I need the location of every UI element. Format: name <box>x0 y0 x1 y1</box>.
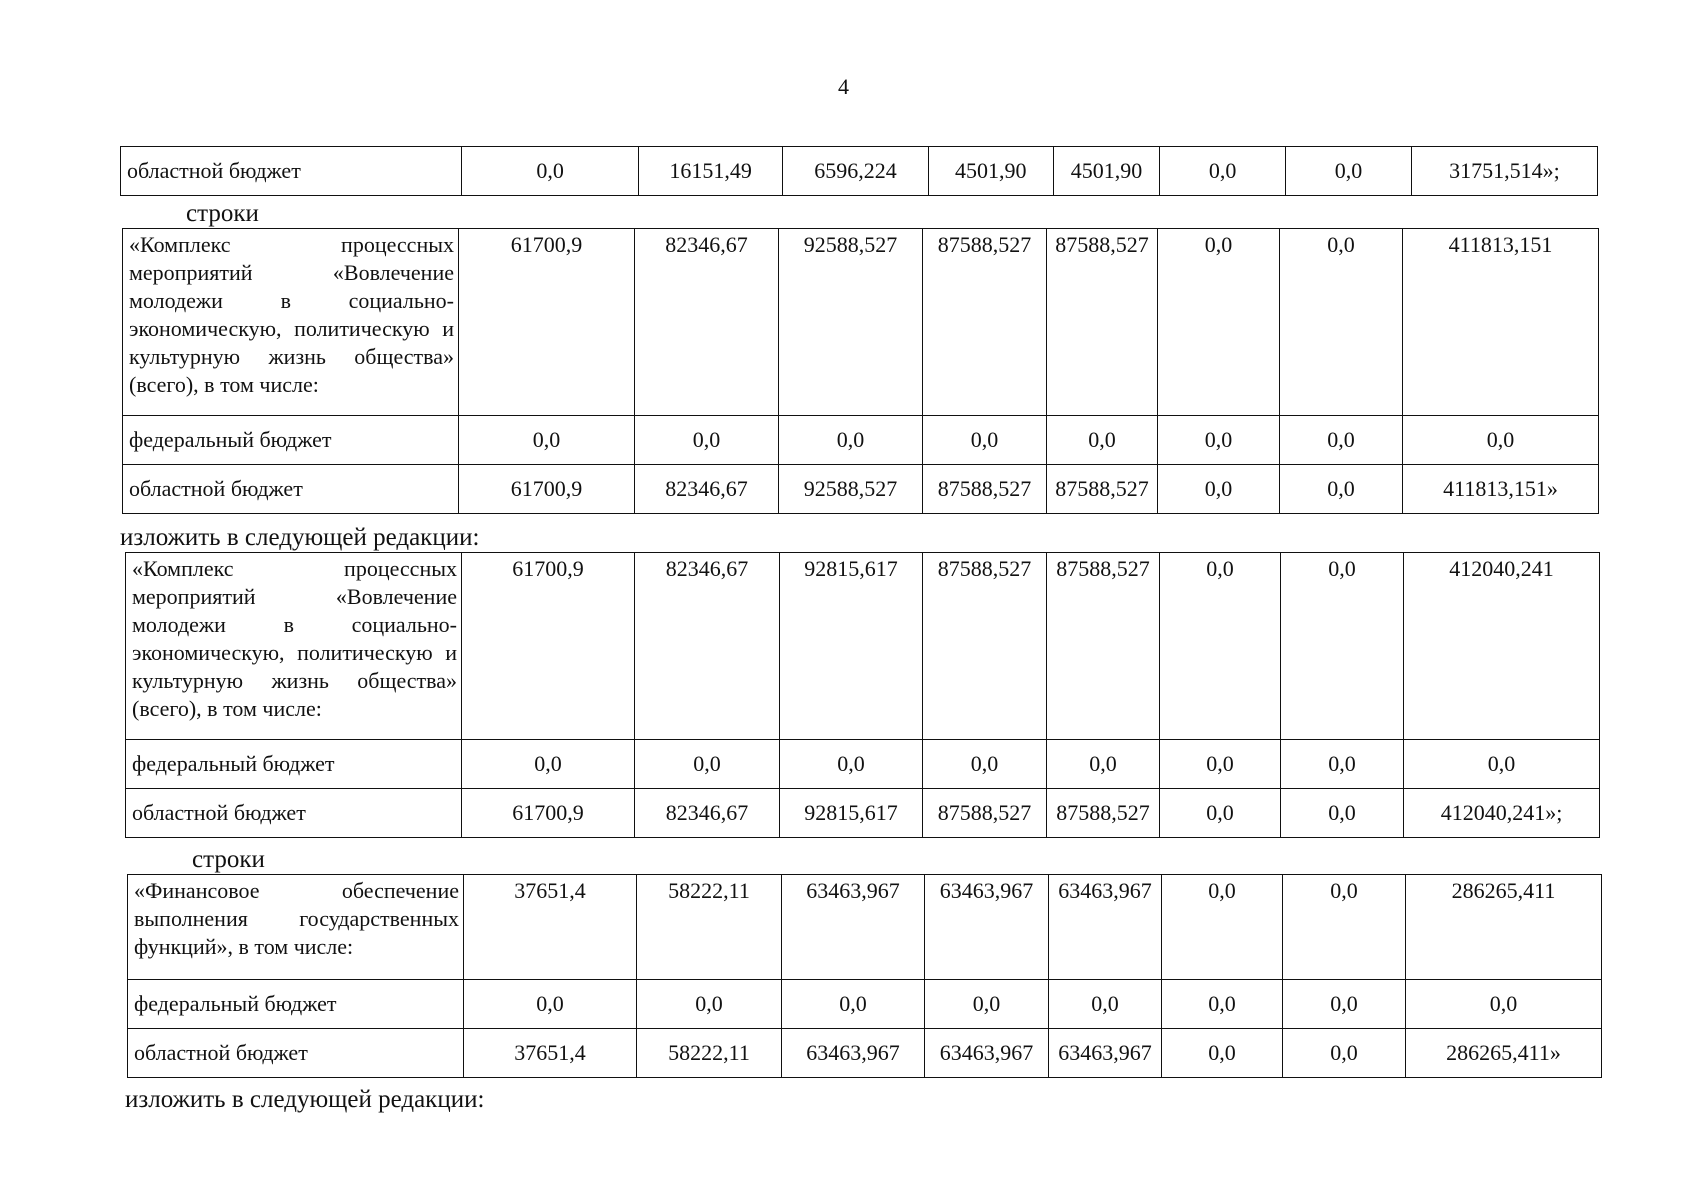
table-cell: 0,0 <box>780 740 923 789</box>
table-cell: 0,0 <box>1283 1029 1406 1078</box>
table-cell: 0,0 <box>462 740 635 789</box>
page-number: 4 <box>838 74 849 99</box>
table-row <box>128 1029 1602 1078</box>
table-cell: 58222,11 <box>637 875 782 980</box>
table-row <box>123 229 1599 416</box>
table-cell: 286265,411» <box>1406 1029 1602 1078</box>
table-row <box>128 875 1602 980</box>
table-row <box>126 789 1600 838</box>
label-stroki: строки <box>186 200 259 227</box>
table-cell: 0,0 <box>1047 740 1160 789</box>
row-name: федеральный бюджет <box>126 740 462 789</box>
table-cell: 87588,527 <box>1047 465 1158 514</box>
table-cell: 0,0 <box>1160 740 1281 789</box>
table-cell: 0,0 <box>1160 147 1286 196</box>
table-cell: 0,0 <box>1158 465 1280 514</box>
table-cell: 0,0 <box>1160 553 1281 740</box>
table-row <box>126 740 1600 789</box>
table-cell: 92588,527 <box>779 229 923 416</box>
table-cell: 0,0 <box>1047 416 1158 465</box>
table-cell: 87588,527 <box>923 465 1047 514</box>
budget-table-1 <box>122 228 1599 514</box>
table-cell: 0,0 <box>1158 229 1280 416</box>
table-cell: 0,0 <box>1158 416 1280 465</box>
table-cell: 0,0 <box>1049 980 1162 1029</box>
table-cell: 0,0 <box>635 740 780 789</box>
row-name: областной бюджет <box>128 1029 464 1078</box>
table-cell: 63463,967 <box>1049 875 1162 980</box>
table-cell: 411813,151» <box>1403 465 1599 514</box>
budget-table-2 <box>125 552 1600 838</box>
table-cell: 61700,9 <box>462 553 635 740</box>
row-name: областной бюджет <box>121 147 462 196</box>
table-cell: 61700,9 <box>459 229 635 416</box>
table-cell: 0,0 <box>1162 875 1283 980</box>
table-cell: 0,0 <box>1162 980 1283 1029</box>
table-cell: 0,0 <box>635 416 779 465</box>
table-cell: 0,0 <box>925 980 1049 1029</box>
row-name: федеральный бюджет <box>128 980 464 1029</box>
table-row <box>126 553 1600 740</box>
label-izlozhit-2: изложить в следующей редакции: <box>125 1086 485 1113</box>
table-cell: 412040,241»; <box>1404 789 1600 838</box>
table-cell: 37651,4 <box>464 875 637 980</box>
table-cell: 82346,67 <box>635 229 779 416</box>
table-cell: 0,0 <box>637 980 782 1029</box>
table-cell: 4501,90 <box>928 147 1053 196</box>
table-cell: 6596,224 <box>783 147 929 196</box>
table-cell: 82346,67 <box>635 465 779 514</box>
table-cell: 0,0 <box>1281 740 1404 789</box>
table-cell: 92815,617 <box>780 553 923 740</box>
table-cell: 0,0 <box>1404 740 1600 789</box>
table-cell: 0,0 <box>1406 980 1602 1029</box>
row-name: «Финансовое обеспечение выполнения государственных функций», в том числе: <box>128 875 464 980</box>
table-cell: 286265,411 <box>1406 875 1602 980</box>
label-stroki-2: строки <box>192 846 265 873</box>
table-cell: 0,0 <box>923 416 1047 465</box>
table-cell: 0,0 <box>779 416 923 465</box>
table-cell: 4501,90 <box>1053 147 1160 196</box>
table-cell: 0,0 <box>459 416 635 465</box>
table-cell: 82346,67 <box>635 789 780 838</box>
table-cell: 0,0 <box>1281 789 1404 838</box>
table-cell: 92588,527 <box>779 465 923 514</box>
table-cell: 0,0 <box>923 740 1047 789</box>
table-cell: 0,0 <box>464 980 637 1029</box>
table-row <box>123 465 1599 514</box>
table-cell: 0,0 <box>462 147 639 196</box>
table-cell: 63463,967 <box>1049 1029 1162 1078</box>
budget-table-0 <box>120 146 1598 196</box>
table-row <box>128 980 1602 1029</box>
table-cell: 87588,527 <box>1047 553 1160 740</box>
table-cell: 0,0 <box>1162 1029 1283 1078</box>
table-cell: 63463,967 <box>782 875 925 980</box>
table-cell: 16151,49 <box>639 147 783 196</box>
table-cell: 82346,67 <box>635 553 780 740</box>
table-cell: 0,0 <box>1280 416 1403 465</box>
table-cell: 0,0 <box>1280 465 1403 514</box>
budget-table-3 <box>127 874 1602 1078</box>
table-cell: 31751,514»; <box>1411 147 1597 196</box>
table-cell: 0,0 <box>1281 553 1404 740</box>
table-cell: 0,0 <box>1160 789 1281 838</box>
table-cell: 61700,9 <box>462 789 635 838</box>
table-cell: 58222,11 <box>637 1029 782 1078</box>
row-name: «Комплекс процессных мероприятий «Вовлечение молодежи в социально-экономическую, политическую и культурную жизнь общества» (всего), в том числе: <box>123 229 459 416</box>
table-cell: 63463,967 <box>782 1029 925 1078</box>
table-cell: 0,0 <box>782 980 925 1029</box>
table-cell: 0,0 <box>1403 416 1599 465</box>
table-cell: 63463,967 <box>925 875 1049 980</box>
row-name: областной бюджет <box>126 789 462 838</box>
row-name: «Комплекс процессных мероприятий «Вовлечение молодежи в социально-экономическую, политическую и культурную жизнь общества» (всего), в том числе: <box>126 553 462 740</box>
table-row <box>121 147 1598 196</box>
table-cell: 87588,527 <box>1047 229 1158 416</box>
table-cell: 0,0 <box>1280 229 1403 416</box>
table-cell: 87588,527 <box>923 789 1047 838</box>
table-row <box>123 416 1599 465</box>
table-cell: 92815,617 <box>780 789 923 838</box>
table-cell: 411813,151 <box>1403 229 1599 416</box>
table-cell: 61700,9 <box>459 465 635 514</box>
table-cell: 87588,527 <box>923 229 1047 416</box>
label-izlozhit: изложить в следующей редакции: <box>120 524 480 551</box>
table-cell: 37651,4 <box>464 1029 637 1078</box>
table-cell: 0,0 <box>1286 147 1412 196</box>
table-cell: 63463,967 <box>925 1029 1049 1078</box>
table-cell: 0,0 <box>1283 980 1406 1029</box>
row-name: областной бюджет <box>123 465 459 514</box>
table-cell: 0,0 <box>1283 875 1406 980</box>
table-cell: 87588,527 <box>923 553 1047 740</box>
table-cell: 412040,241 <box>1404 553 1600 740</box>
row-name: федеральный бюджет <box>123 416 459 465</box>
table-cell: 87588,527 <box>1047 789 1160 838</box>
